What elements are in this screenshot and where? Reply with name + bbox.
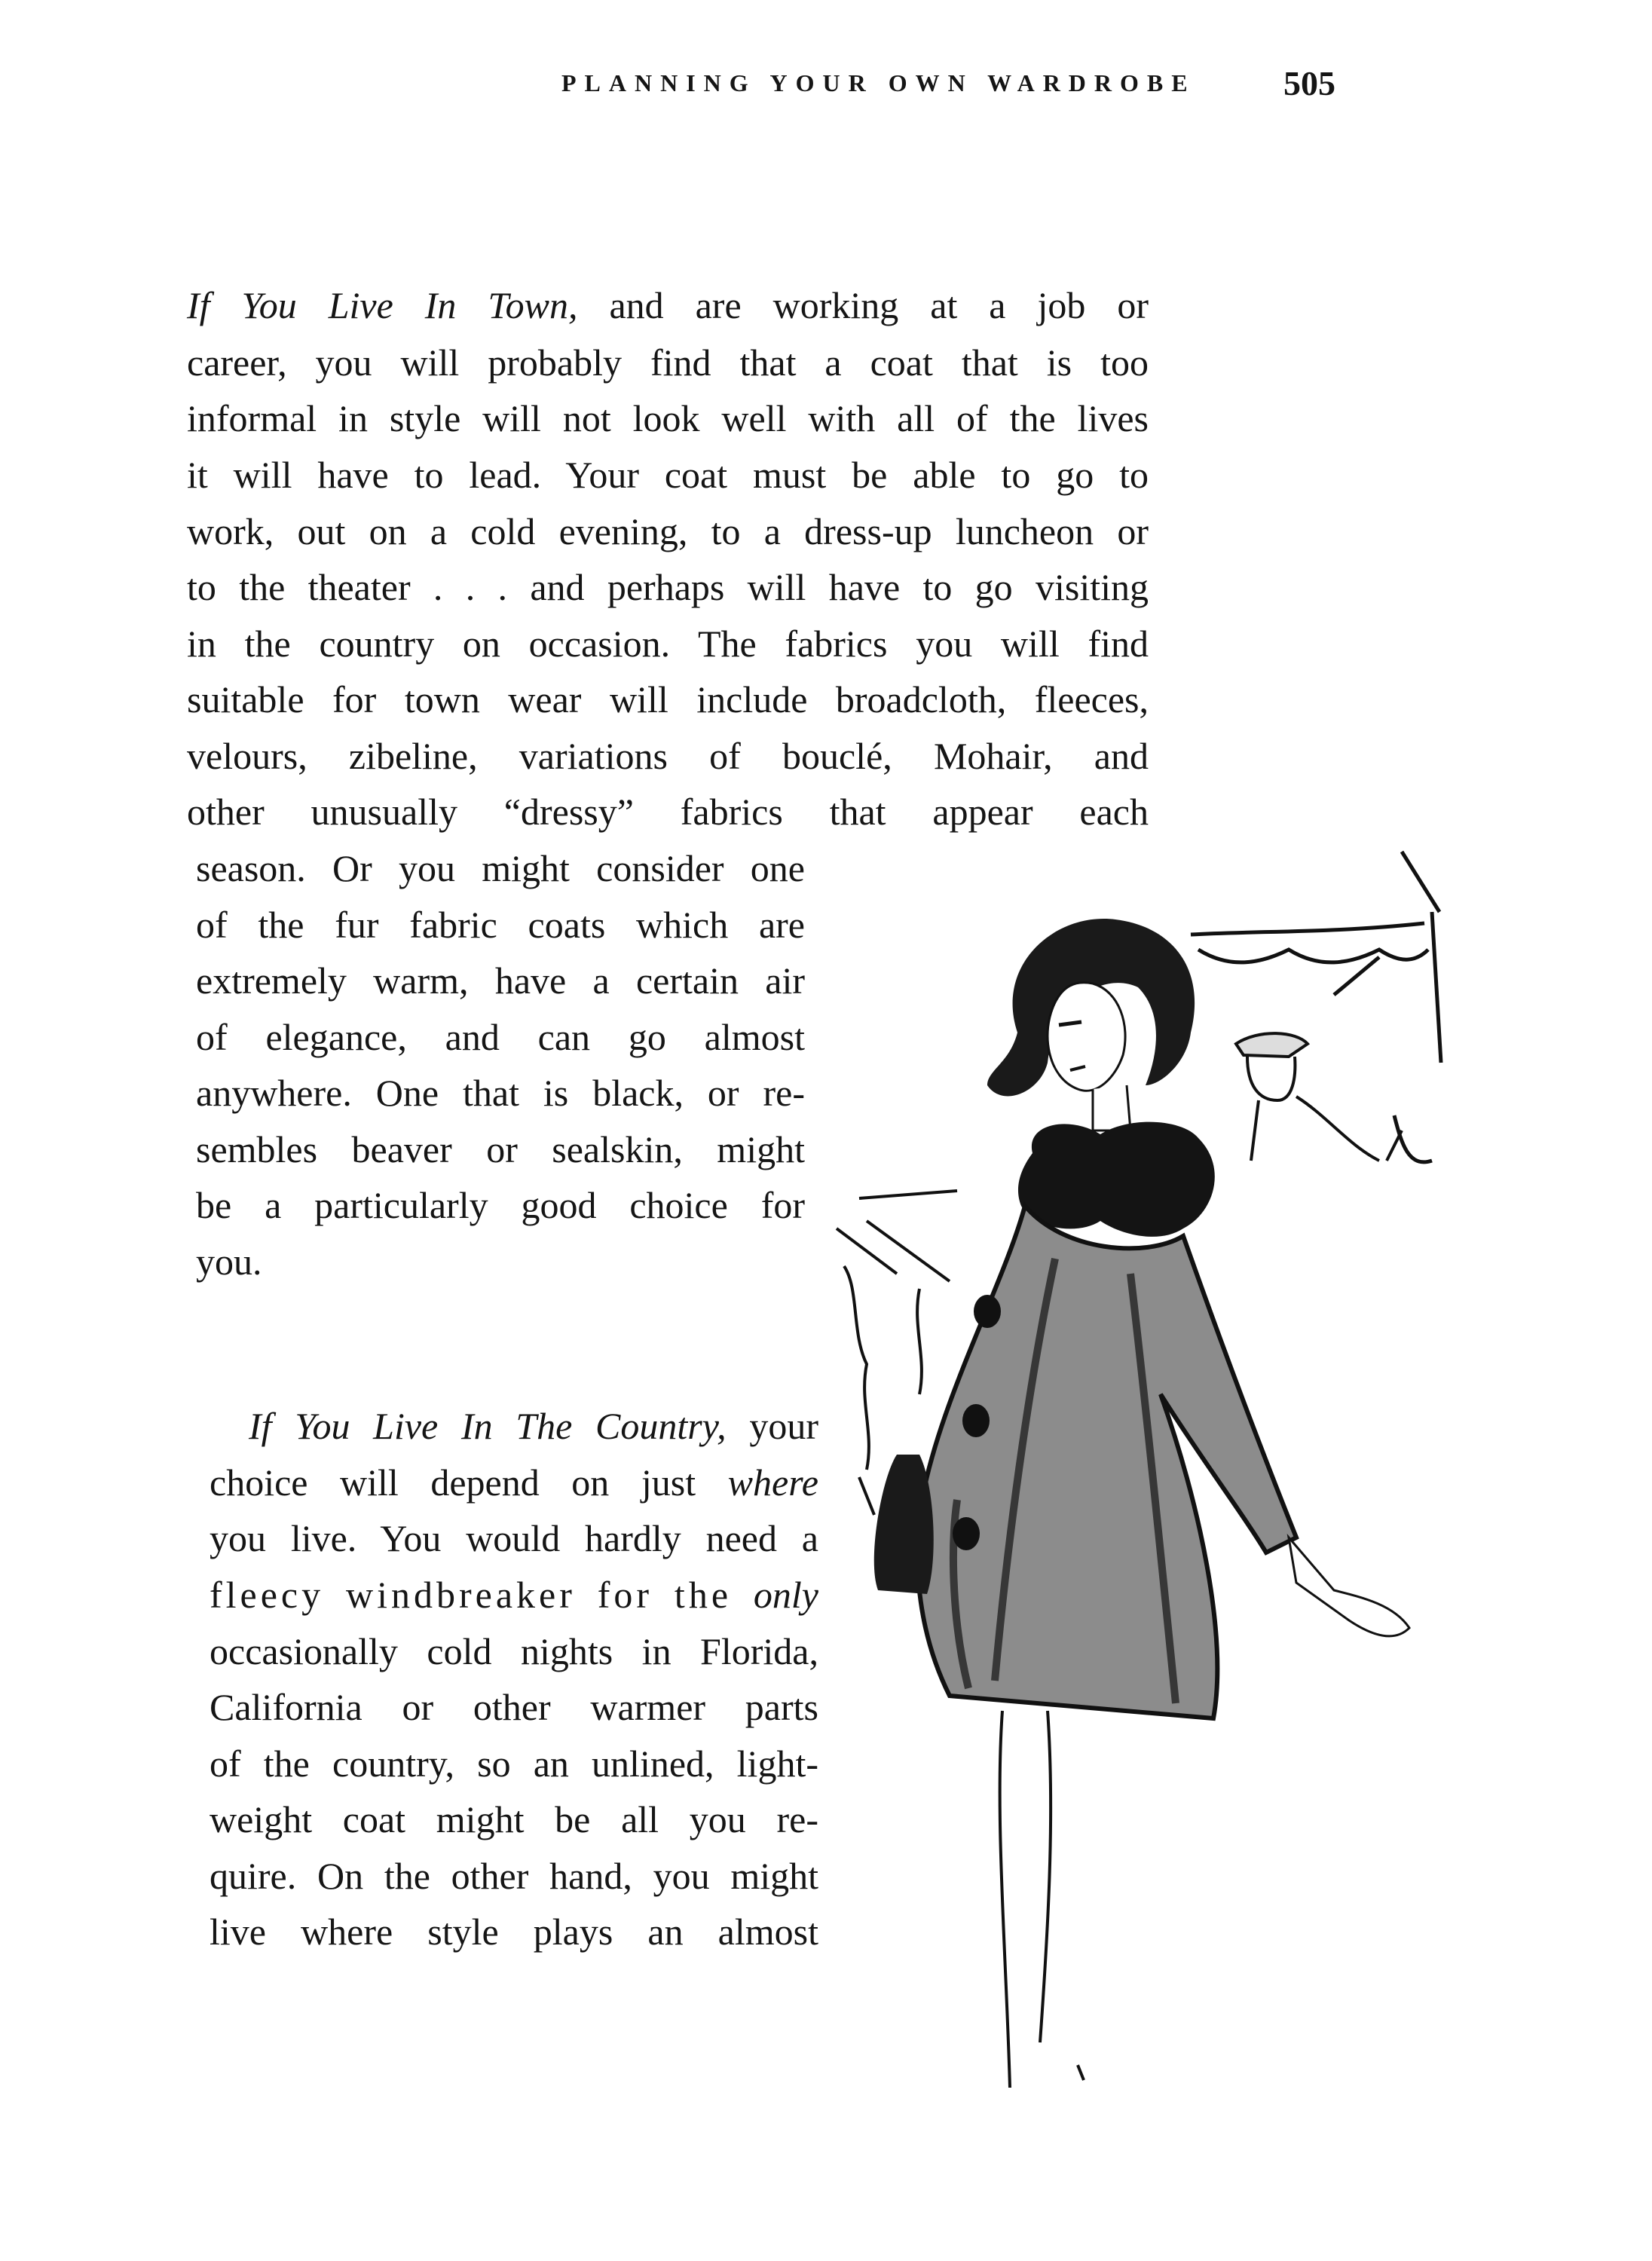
town-line-16: sembles beaver or sealskin, might: [196, 1128, 805, 1170]
town-line-14: of elegance, and can go almost: [196, 1016, 805, 1058]
town-line-13: extremely warm, have a certain air: [196, 959, 805, 1002]
country-line-2: choice will depend on just where: [210, 1461, 818, 1504]
running-head: PLANNING YOUR OWN WARDROBE: [561, 69, 1196, 96]
town-line-18: you.: [196, 1241, 262, 1283]
country-line-6: California or other warmer parts: [210, 1686, 818, 1728]
town-line-9: velours, zibeline, variations of bouclé, Mohair, and: [187, 735, 1149, 777]
country-line-1: If You Live In The Country, your: [249, 1405, 818, 1447]
country-heading: If You Live In The Country,: [249, 1405, 727, 1447]
fashion-illustration: [806, 837, 1485, 2253]
town-line-11: season. Or you might consider one: [196, 847, 805, 889]
legs-sketch: [1000, 1711, 1084, 2088]
town-line-1: If You Live In Town, and are working at a job or: [187, 284, 1149, 326]
town-line-15: anywhere. One that is black, or re-: [196, 1072, 805, 1114]
country-line-3: you live. You would hardly need a: [210, 1517, 818, 1559]
awning-sketch: [1191, 852, 1441, 1162]
country-line-9: quire. On the other hand, you might: [210, 1855, 818, 1897]
town-line-8: suitable for town wear will include broadcloth, fleeces,: [187, 678, 1149, 721]
face-shape: [1048, 983, 1125, 1091]
town-heading: If You Live In Town,: [187, 284, 578, 326]
town-line-17: be a particularly good choice for: [196, 1184, 805, 1226]
town-line-12: of the fur fabric coats which are: [196, 904, 805, 946]
town-line-5: work, out on a cold evening, to a dress-up luncheon or: [187, 510, 1149, 552]
town-line-10: other unusually “dressy” fabrics that appear each: [187, 791, 1149, 833]
town-line-6: to the theater . . . and perhaps will have to go visiting: [187, 566, 1149, 608]
country-line-7: of the country, so an unlined, light-: [210, 1742, 818, 1785]
country-line-4: fleecy windbreaker for the only: [210, 1574, 818, 1616]
chauffeur-figure: [1236, 1033, 1402, 1161]
page-number: 505: [1283, 64, 1335, 102]
town-line-7: in the country on occasion. The fabrics you will find: [187, 623, 1149, 665]
town-line-2: career, you will probably find that a coat that is too: [187, 341, 1149, 384]
town-line-4: it will have to lead. Your coat must be able to go to: [187, 454, 1149, 496]
fur-collar: [1018, 1122, 1215, 1237]
country-line-10: live where style plays an almost: [210, 1911, 818, 1953]
coat-body: [917, 1206, 1296, 1718]
gloved-hand: [1289, 1537, 1409, 1636]
town-line-3: informal in style will not look well with all of the lives: [187, 397, 1149, 439]
country-line-5: occasionally cold nights in Florida,: [210, 1630, 818, 1672]
handbag: [874, 1455, 934, 1594]
country-line-8: weight coat might be all you re-: [210, 1798, 818, 1840]
